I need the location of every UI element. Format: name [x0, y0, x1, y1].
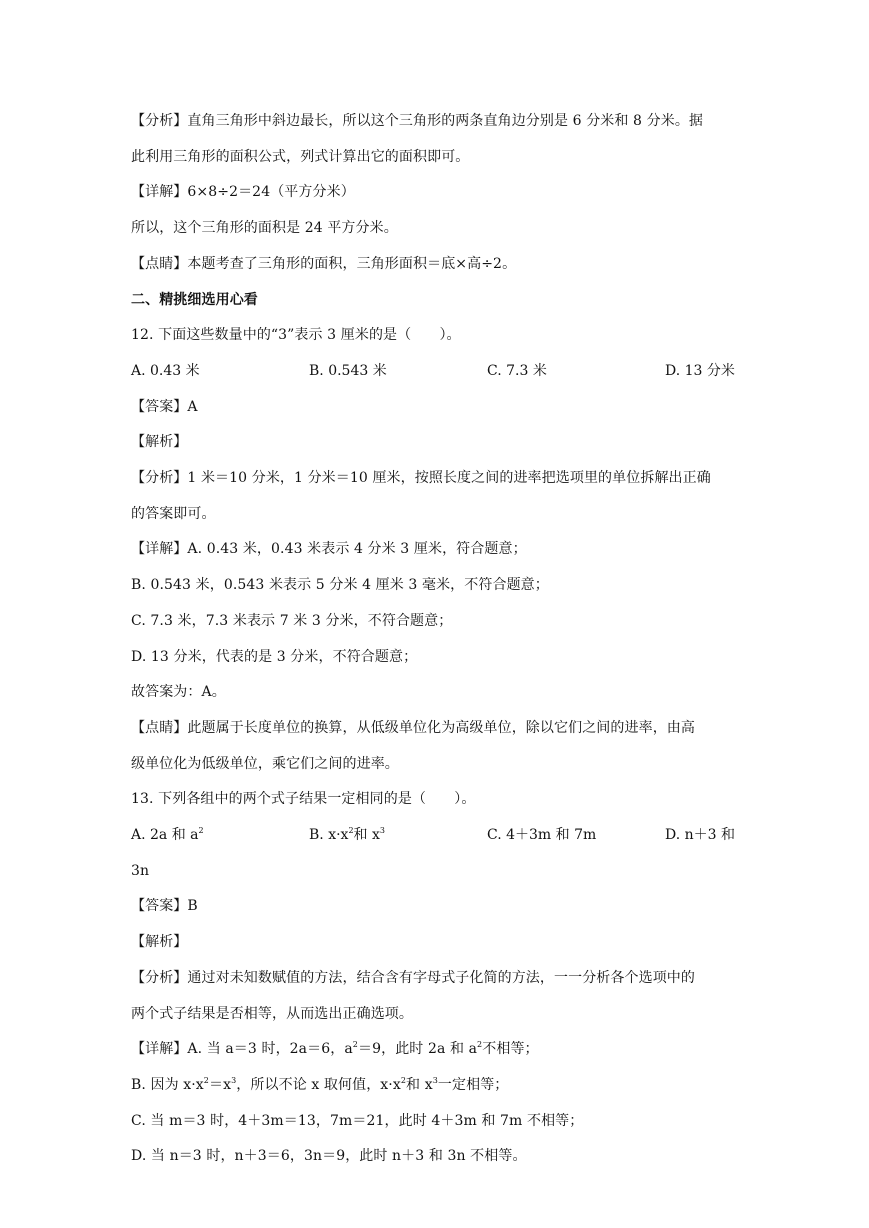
q13-detail-a-text-2: ＝9，此时 2a 和 a: [357, 1041, 478, 1058]
q13-detail-b-exponent-2: 3: [231, 1075, 237, 1085]
q13-detail-b-exponent-3: 2: [400, 1075, 407, 1085]
q12-options: [131, 354, 739, 390]
q12-comment-line1: 【点睛】此题属于长度单位的换算，从低级单位化为高级单位，除以它们之间的进率，由高: [131, 719, 695, 736]
q13-detail-b-text-2: ＝x: [208, 1076, 232, 1093]
q13-detail-b: [131, 1068, 739, 1104]
q13-detail-b-exponent-4: 3: [432, 1075, 438, 1085]
q12-analysis-line2: 的答案即可。: [131, 505, 216, 522]
q13-option-d: D. n＋3 和: [665, 827, 735, 844]
q13-detail-b-text-1: B. 因为 x·x: [131, 1076, 204, 1093]
q12-answer: 【答案】A: [131, 398, 198, 415]
q13-detail-a-exponent-1: 2: [352, 1040, 358, 1050]
q13-detail-b-text-3: ，所以不论 x 取何值，x·x: [236, 1076, 401, 1093]
q12-jiexi: 【解析】: [131, 434, 188, 451]
q13-answer: 【答案】B: [131, 898, 198, 915]
q11-analysis-line2: 此利用三角形的面积公式，列式计算出它的面积即可。: [131, 148, 470, 165]
q13-option-d-continued: 3n: [131, 862, 150, 879]
q13-detail-b-text-4: 和 x: [406, 1076, 433, 1093]
q12-detail-d: D. 13 分米，代表的是 3 分米，不符合题意；: [131, 648, 418, 665]
q12-option-d: D. 13 分米: [665, 362, 735, 379]
q13-question: 13. 下列各组中的两个式子结果一定相同的是（ ）。: [131, 791, 476, 808]
q13-detail-b-exponent-1: 2: [203, 1075, 209, 1085]
q13-option-b-text-2: 和 x: [353, 827, 380, 844]
q12-detail-b: B. 0.543 米，0.543 米表示 5 分米 4 厘米 3 毫米，不符合题意；: [131, 577, 549, 594]
q13-option-b: [309, 818, 487, 854]
q12-detail-a: 【详解】A. 0.43 米，0.43 米表示 4 分米 3 厘米，符合题意；: [131, 541, 527, 558]
q12-question: 12. 下面这些数量中的“3”表示 3 厘米的是（ ）。: [131, 327, 461, 344]
q13-options: [131, 818, 739, 854]
q12-option-a: A. 0.43 米: [131, 362, 200, 379]
q13-jiexi: 【解析】: [131, 934, 188, 951]
q13-detail-a-text-3: 不相等；: [482, 1041, 539, 1058]
q11-analysis-line1: 【分析】直角三角形中斜边最长，所以这个三角形的两条直角边分别是 6 分米和 8 分米。据: [131, 113, 704, 129]
q11-conclusion: 所以，这个三角形的面积是 24 平方分米。: [131, 220, 398, 237]
q12-final-answer: 故答案为：A。: [131, 684, 226, 701]
q12-option-c: C. 7.3 米: [487, 362, 547, 379]
q13-option-a-text: A. 2a 和 a: [131, 827, 199, 844]
q13-option-b-exponent-2: 3: [379, 826, 385, 836]
q13-detail-a-exponent-2: 2: [477, 1040, 483, 1050]
q12-detail-c: C. 7.3 米，7.3 米表示 7 米 3 分米，不符合题意；: [131, 612, 453, 629]
q13-detail-d: D. 当 n＝3 时，n＋3＝6，3n＝9，此时 n＋3 和 3n 不相等。: [131, 1148, 527, 1165]
q11-comment: 【点睛】本题考查了三角形的面积，三角形面积＝底×高÷2。: [131, 255, 517, 272]
q13-option-c: C. 4＋3m 和 7m: [487, 827, 597, 844]
q13-detail-a: [131, 1032, 739, 1068]
q13-option-a: [131, 818, 309, 854]
q13-option-a-exponent: 2: [198, 826, 204, 836]
q12-comment-line2: 级单位化为低级单位，乘它们之间的进率。: [131, 755, 399, 772]
q13-analysis-line1: 【分析】通过对未知数赋值的方法，结合含有字母式子化简的方法，一一分析各个选项中的: [131, 969, 695, 986]
q13-option-b-text: B. x·x: [309, 827, 349, 844]
q13-detail-b-text-5: 一定相等；: [437, 1076, 509, 1093]
q13-detail-c: C. 当 m＝3 时，4＋3m＝13，7m＝21，此时 4＋3m 和 7m 不相等；: [131, 1112, 584, 1129]
q13-analysis-line2: 两个式子结果是否相等，从而选出正确选项。: [131, 1005, 413, 1022]
q11-detail: 【详解】6×8÷2＝24（平方分米）: [131, 184, 355, 201]
section-2-title: 二、精挑细选用心看: [131, 291, 258, 308]
q13-option-b-exponent-1: 2: [348, 826, 354, 836]
q13-detail-a-text-1: 【详解】A. 当 a＝3 时，2a＝6，a: [131, 1041, 353, 1058]
q12-analysis-line1: 【分析】1 米＝10 分米，1 分米＝10 厘米，按照长度之间的进率把选项里的单位拆解出正确: [131, 470, 711, 487]
q12-option-b: B. 0.543 米: [309, 362, 387, 379]
document-page: [131, 104, 739, 1175]
